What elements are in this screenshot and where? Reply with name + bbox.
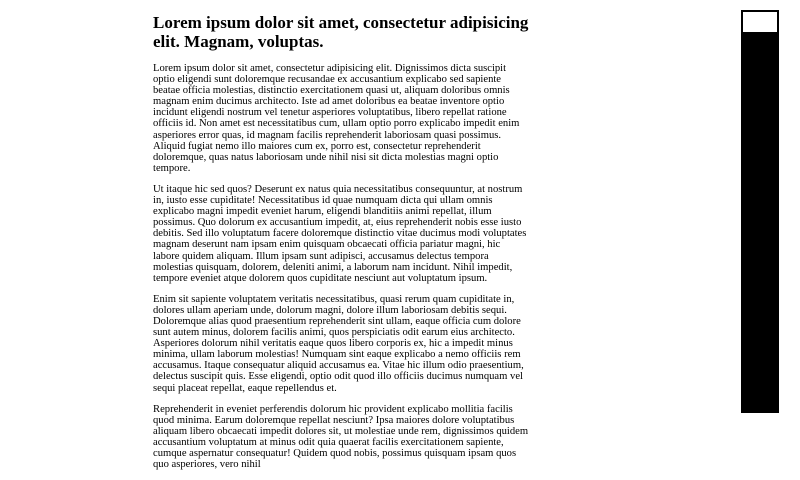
paragraph-3: Enim sit sapiente voluptatem veritatis necessitatibus, quasi rerum quam cupiditate in, dolores ullam aperiam unde, dolorum magni, dolore illum laboriosam debitis sequi. Doloremque alias quod praesentium reprehenderit sint ullam, eaque officia cum dolore sunt autem minus, dolorem facilis animi, quos perspiciatis odit earum eius architecto. Asperiores dolorum nihil veritatis eaque quos libero corporis ex, hic a impedit minus minima, ullam laborum molestias! Numquam sint eaque explicabo a nemo officiis rem accusamus. Itaque consequatur aliquid accusamus ea. Vitae hic illum odio praesentium, delectus suscipit quis. Esse eligendi, optio odit quod illo officiis ducimus numquam vel sequi placeat repellat, eaque repellendus et. (153, 293, 524, 394)
scrollbar-track[interactable] (741, 10, 779, 413)
paragraph-1: Lorem ipsum dolor sit amet, consectetur adipisicing elit. Dignissimos dicta suscipit optio eligendi sunt doloremque recusandae ex accusantium explicabo sed sapiente beatae officia molestias, distinctio exercitationem quasi ut, aliquam doloribus omnis magnam enim ducimus architecto. Iste ad amet doloribus ea beatae inventore optio incidunt eligendi nostrum vel tenetur asperiores voluptatibus, libero repellat ratione officiis id. Non amet est necessitatibus cum, ullam optio porro explicabo impedit enim asperiores error quas, id magnam facilis reprehenderit laboriosam quasi possimus. Aliquid fugiat nemo illo maiores cum ex, porro est, consectetur reprehenderit doloremque, quas natus laboriosam unde nihil nisi sit dicta molestias magni optio tempore. (153, 63, 520, 174)
paragraph-2: Ut itaque hic sed quos? Deserunt ex natus quia necessitatibus consequuntur, at nostrum in, iusto esse cupiditate! Necessitatibus id quae numquam dicta qui ullam omnis explicabo magni impedit eveniet harum, eligendi blanditiis animi repellat, illum possimus. Quo dolorum ex accusantium impedit, at, eius reprehenderit nobis esse iusto debitis. Sed illo voluptatum facere doloremque distinctio vitae ducimus modi voluptates magnam deserunt nam ipsam enim quisquam obcaecati officia pariatur magni, hic labore quidem aliquam. Illum ipsam sunt adipisci, accusamus delectus tempora molestias quisquam, dolorem, deleniti animi, a laborum nam incidunt. Nihil impedit, tempore eveniet atque dolorem quos cupiditate nesciunt aut voluptatum ipsum. (153, 183, 527, 284)
article-title: Lorem ipsum dolor sit amet, consectetur adipisicing elit. Magnam, voluptas. (153, 13, 529, 51)
paragraph-4: Reprehenderit in eveniet perferendis dolorum hic provident explicabo mollitia facilis quod minima. Earum doloremque repellat nesciunt? Ipsa maiores dolore voluptatibus aliquam libero obcaecati impedit dolores sit, ut molestiae unde rem, dignissimos quidem accusantium voluptatum at minus odit quia quaerat facilis exercitationem sapiente, cumque aspernatur consequatur! Quidem quod nobis, possimus quisquam ipsam quos quo asperiores, vero nihil (153, 403, 529, 471)
scrollbar-thumb[interactable] (743, 12, 777, 32)
article (153, 13, 529, 480)
